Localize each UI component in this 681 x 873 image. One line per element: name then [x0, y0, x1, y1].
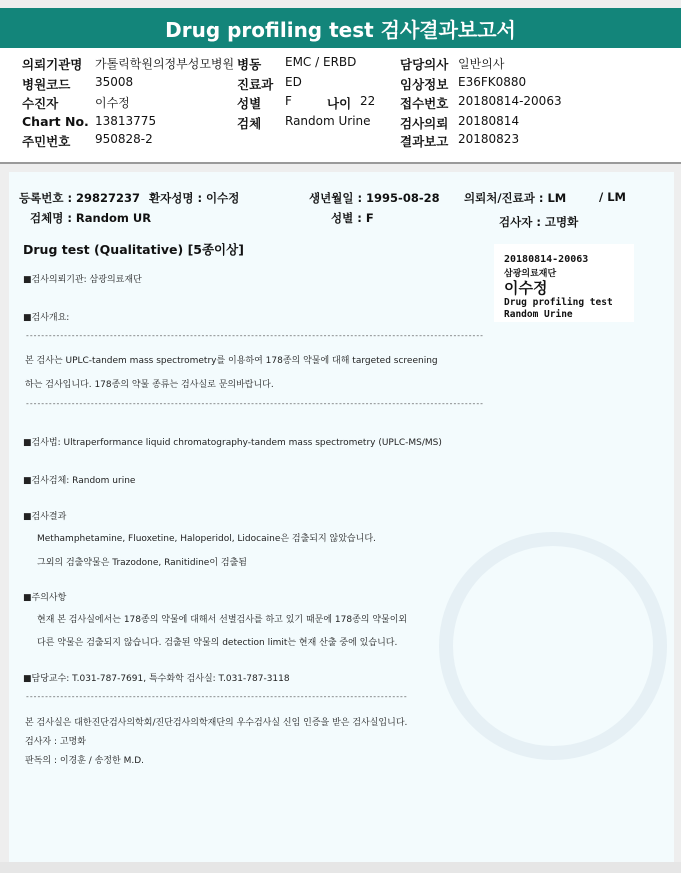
label-test-name: Drug profiling test	[504, 297, 613, 308]
divider: ------------------------------------------------------------------------------------------------------------------------	[25, 399, 483, 408]
info-value-institution: 가톨릭학원의정부성모병원	[95, 57, 235, 71]
info-row-chart-no	[22, 114, 89, 129]
section-specimen: ■검사검체: Random urine	[23, 476, 136, 486]
info-row-resident-no	[22, 132, 70, 150]
info-value-receipt-no: 20180814-20063	[458, 94, 562, 108]
info-value-request-date: 20180814	[458, 114, 520, 128]
info-label: 담당의사	[400, 57, 449, 72]
info-label: 나이	[327, 96, 352, 111]
section-overview: ■검사개요:	[23, 313, 70, 323]
section-result: ■검사결과	[23, 512, 67, 522]
section-method: ■검사법: Ultraperformance liquid chromatography-tandem mass spectrometry (UPLC-MS/MS)	[23, 438, 442, 448]
info-value-hospital-code: 35008	[95, 75, 134, 89]
label-institution: 삼광의료재단	[504, 269, 557, 279]
registration-number: 등록번호 : 29827237	[19, 191, 141, 205]
info-row-specimen	[237, 114, 261, 132]
info-value-resident-no: 950828-2	[95, 132, 153, 146]
label-specimen: Random Urine	[504, 309, 573, 320]
report-title-banner	[0, 8, 681, 48]
info-value-ward: EMC / ERBD	[285, 55, 357, 69]
requesting-department: 의뢰처/진료과 : LM	[464, 191, 567, 205]
section-caution: ■주의사항	[23, 593, 67, 603]
overview-line-2: 하는 검사입니다. 178종의 약물 종류는 검사실로 문의바랍니다.	[25, 380, 274, 390]
specimen-label-sticker	[494, 244, 634, 322]
info-label: 수진자	[22, 96, 59, 111]
watermark-seal	[439, 532, 667, 760]
info-label: 의뢰기관명	[22, 57, 83, 72]
info-value-chart-no: 13813775	[95, 114, 157, 128]
info-row-clinical-info	[400, 75, 448, 93]
info-row-request-date	[400, 114, 448, 132]
result-line-1: Methamphetamine, Fluoxetine, Haloperidol, Lidocaine은 검출되지 않았습니다.	[37, 534, 376, 544]
info-row-receipt-no	[400, 94, 448, 112]
info-value-department: ED	[285, 75, 302, 89]
specimen-name: 검체명 : Random UR	[30, 211, 152, 225]
caution-line-2: 다른 약물은 검출되지 않습니다. 검출된 약물의 detection limit는 현재 산출 중에 있습니다.	[37, 638, 398, 648]
report-title: Drug profiling test 검사결과보고서	[165, 17, 516, 42]
info-value-specimen: Random Urine	[285, 114, 371, 128]
info-label: Chart No.	[22, 114, 89, 129]
label-patient-name: 이수정	[504, 279, 548, 297]
requesting-department-2: / LM	[599, 190, 626, 204]
tester: 검사자 : 고명화	[25, 737, 86, 747]
patient-info-panel	[0, 48, 681, 164]
info-row-department	[237, 75, 273, 93]
divider: ----------------------------------------------------------------------------------------------------	[25, 692, 407, 701]
info-row-patient	[22, 94, 58, 112]
test-title: Drug test (Qualitative) [5종이상]	[23, 242, 244, 257]
overview-line-1: 본 검사는 UPLC-tandem mass spectrometry를 이용하여 178종의 약물에 대해 targeted screening	[25, 356, 438, 366]
info-row-report-date	[400, 132, 448, 150]
info-row-doctor	[400, 55, 448, 73]
reading-physician: 판독의 : 이경훈 / 송정한 M.D.	[25, 756, 145, 766]
info-label: 성별	[237, 96, 262, 111]
patient-name: 환자성명 : 이수정	[149, 191, 240, 205]
result-line-2: 그외의 검출약물은 Trazodone, Ranitidine이 검출됨	[37, 558, 247, 568]
info-label: 검사의뢰	[400, 116, 449, 131]
info-row-hospital-code	[22, 75, 70, 93]
scanned-report-sheet	[9, 172, 674, 862]
birth-date: 생년월일 : 1995-08-28	[309, 191, 440, 205]
info-label: 결과보고	[400, 134, 449, 149]
info-label: 병동	[237, 57, 262, 72]
page-bottom-bar	[0, 862, 681, 873]
info-label: 진료과	[237, 77, 274, 92]
info-label: 병원코드	[22, 77, 71, 92]
info-label: 검체	[237, 116, 262, 131]
label-receipt-no: 20180814-20063	[504, 254, 589, 265]
divider: ------------------------------------------------------------------------------------------------------------------------	[25, 331, 483, 340]
info-value-age: 22	[360, 94, 376, 108]
info-value-patient: 이수정	[95, 96, 130, 110]
caution-line-1: 현재 본 검사실에서는 178종의 약물에 대해서 선별검사를 하고 있기 때문에 178종의 약물이외	[37, 615, 408, 625]
examiner: 검사자 : 고명화	[499, 215, 579, 229]
info-value-report-date: 20180823	[458, 132, 520, 146]
info-row-ward	[237, 55, 261, 73]
section-contact: ■담당교수: T.031-787-7691, 특수화학 검사실: T.031-787-3118	[23, 674, 290, 684]
info-label: 임상정보	[400, 77, 449, 92]
sex: 성별 : F	[331, 211, 374, 225]
info-row-institution	[22, 55, 82, 73]
certification-note: 본 검사실은 대한진단검사의학회/진단검사의학재단의 우수검사실 신임 인증을 받은 검사실입니다.	[25, 718, 408, 728]
info-row-sex	[237, 94, 261, 112]
info-row-age	[327, 94, 351, 112]
info-label: 접수번호	[400, 96, 449, 111]
info-value-sex: F	[285, 94, 292, 108]
section-lab: ■검사의뢰기관: 삼광의료재단	[23, 275, 142, 285]
info-label: 주민번호	[22, 134, 71, 149]
info-value-clinical-info: E36FK0880	[458, 75, 527, 89]
info-value-doctor: 일반의사	[458, 57, 505, 71]
